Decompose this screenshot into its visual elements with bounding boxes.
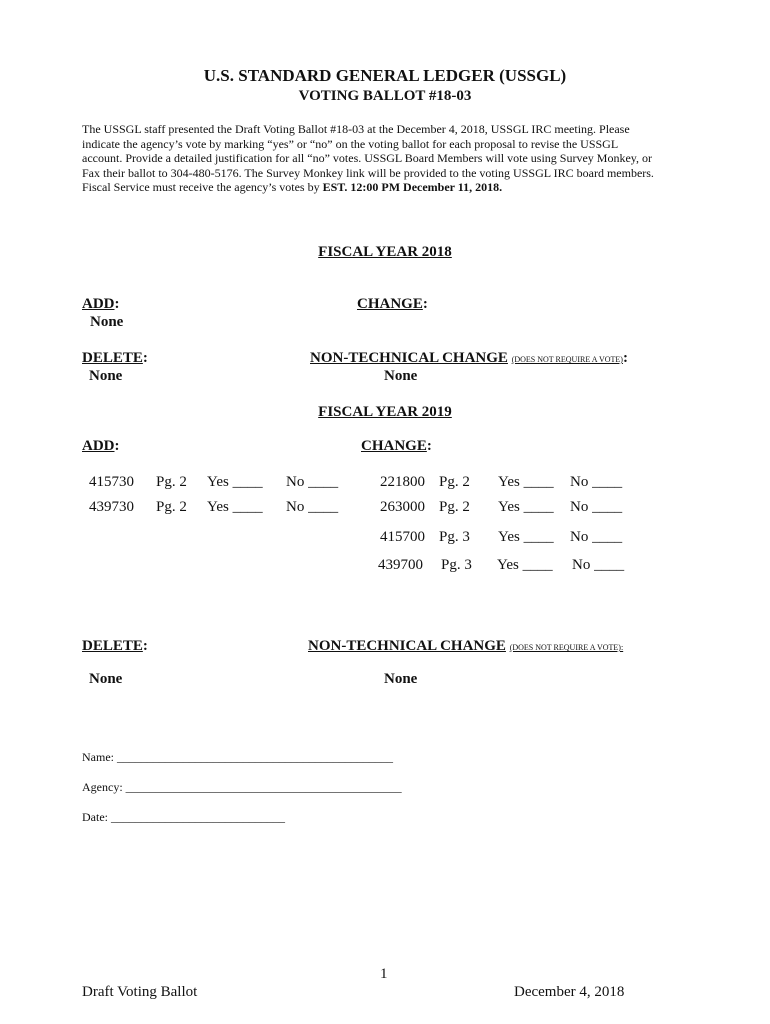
change-page-ref: Pg. 2	[439, 474, 470, 490]
change-account-number: 415700	[380, 529, 425, 545]
instructions-line: indicate the agency’s vote by marking “yes” or “no” on the voting ballot for each proposal to revise the USSGL	[82, 136, 619, 151]
add-account-number: 439730	[89, 499, 134, 515]
deadline: EST. 12:00 PM December 11, 2018.	[322, 180, 503, 195]
add-page-ref: Pg. 2	[156, 474, 187, 490]
fy2019-delete-value: None	[89, 671, 123, 687]
change-yes-field[interactable]: Yes ____	[497, 557, 553, 573]
fy2019-nontech-value: None	[384, 671, 418, 687]
fy2018-nontech-heading: NON-TECHNICAL CHANGE (DOES NOT REQUIRE A VOTE):	[310, 350, 628, 366]
instructions-paragraph	[82, 122, 692, 195]
change-page-ref: Pg. 3	[441, 557, 472, 573]
instructions-line: Fax their ballot to 304-480-5176. The Survey Monkey link will be provided to the voting USSGL IRC board members.	[82, 165, 654, 180]
change-account-number: 439700	[378, 557, 423, 573]
fy2019-add-heading: ADD:	[82, 438, 120, 454]
change-account-number: 263000	[380, 499, 425, 515]
add-yes-field[interactable]: Yes ____	[207, 499, 263, 515]
change-no-field[interactable]: No ____	[570, 529, 623, 545]
instructions-line: The USSGL staff presented the Draft Voting Ballot #18-03 at the December 4, 2018, USSGL IRC meeting. Please	[82, 122, 630, 136]
fy2018-nontech-note: (DOES NOT REQUIRE A VOTE)	[511, 355, 623, 364]
instructions-line	[82, 180, 692, 195]
ballot-number: VOTING BALLOT #18-03	[298, 88, 472, 104]
add-no-field[interactable]: No ____	[286, 474, 339, 490]
change-page-ref: Pg. 3	[439, 529, 470, 545]
fy2018-add-value: None	[90, 314, 124, 330]
change-no-field[interactable]: No ____	[570, 474, 623, 490]
footer-right: December 4, 2018	[514, 984, 625, 1000]
fy2019-change-heading: CHANGE:	[361, 438, 432, 454]
fy2019-nontech-heading: NON-TECHNICAL CHANGE (DOES NOT REQUIRE A VOTE):	[308, 638, 624, 654]
change-no-field[interactable]: No ____	[570, 499, 623, 515]
deadline-prefix: Fiscal Service must receive the agency’s votes by	[82, 180, 323, 195]
fy2019-nontech-note: (DOES NOT REQUIRE A VOTE):	[509, 643, 624, 652]
page-number: 1	[380, 966, 388, 982]
change-page-ref: Pg. 2	[439, 499, 470, 515]
fy2019-heading: FISCAL YEAR 2019	[318, 404, 452, 420]
agency-field[interactable]: Agency: ______________________________________________	[82, 780, 402, 794]
change-account-number: 221800	[380, 474, 425, 490]
fy2018-delete-heading: DELETE:	[82, 350, 148, 366]
footer-left: Draft Voting Ballot	[82, 984, 198, 1000]
fy2018-change-heading: CHANGE:	[357, 296, 428, 312]
change-no-field[interactable]: No ____	[572, 557, 625, 573]
fy2018-delete-value: None	[89, 368, 123, 384]
fy2018-heading: FISCAL YEAR 2018	[318, 244, 452, 260]
change-yes-field[interactable]: Yes ____	[498, 474, 554, 490]
add-account-number: 415730	[89, 474, 134, 490]
add-no-field[interactable]: No ____	[286, 499, 339, 515]
document-title: U.S. STANDARD GENERAL LEDGER (USSGL)	[203, 66, 567, 85]
change-yes-field[interactable]: Yes ____	[498, 529, 554, 545]
date-field[interactable]: Date: _____________________________	[82, 810, 285, 824]
add-yes-field[interactable]: Yes ____	[207, 474, 263, 490]
fy2018-nontech-value: None	[384, 368, 418, 384]
add-page-ref: Pg. 2	[156, 499, 187, 515]
fy2018-add-heading: ADD:	[82, 296, 120, 312]
fy2019-delete-heading: DELETE:	[82, 638, 148, 654]
name-field[interactable]: Name: ______________________________________________	[82, 750, 393, 764]
instructions-line: account. Provide a detailed justification for all “no” votes. USSGL Board Members will vote using Survey Monkey, or	[82, 151, 652, 166]
change-yes-field[interactable]: Yes ____	[498, 499, 554, 515]
